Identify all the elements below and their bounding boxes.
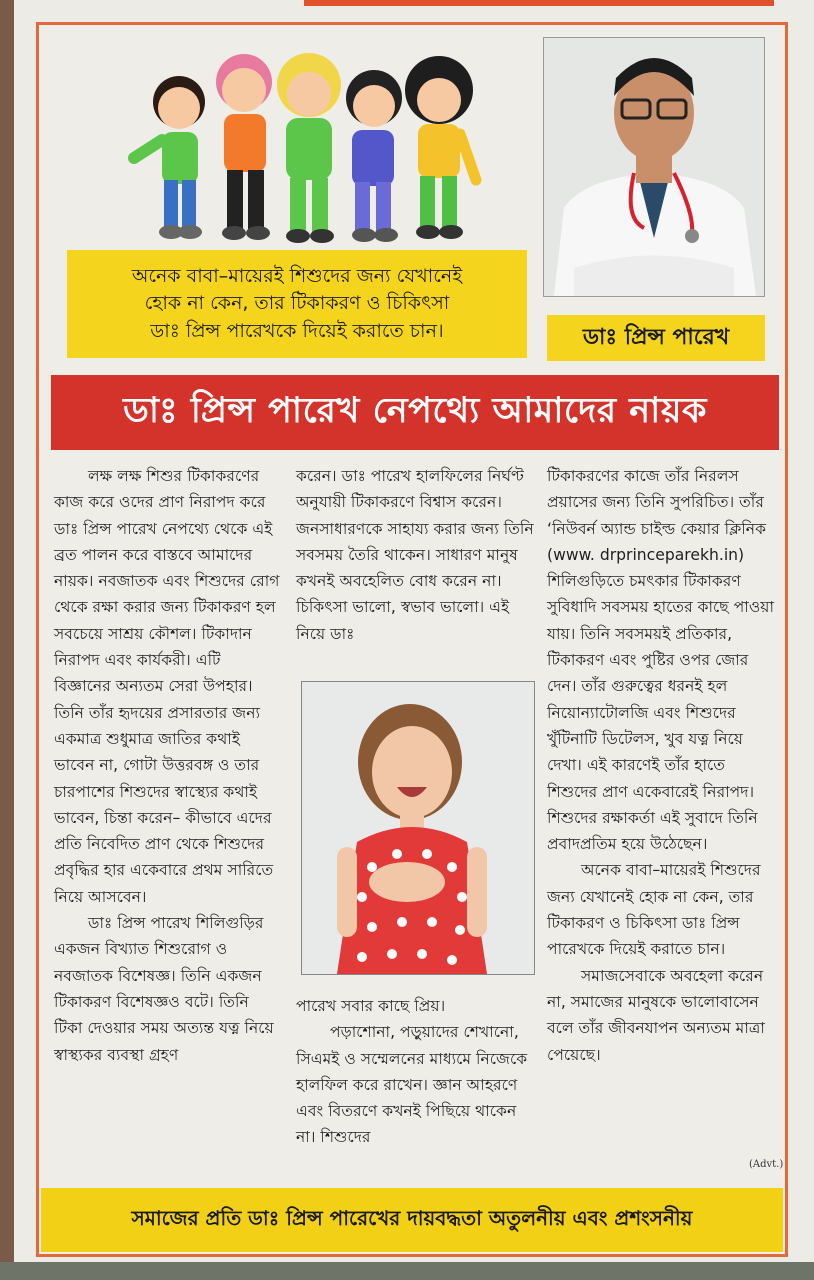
article-column-3 bbox=[547, 463, 777, 1068]
doctor-photo bbox=[543, 37, 765, 297]
column2-paragraph-3: পড়াশোনা, পড়ুয়াদের শেখানো, সিএমই ও সম্মেলনের মাধ্যমে নিজেকে হালফিল করে রাখেন। জ্ঞান আহরণে এবং বিতরণে কখনই পিছিয়ে থাকেন না। শিশুদের bbox=[296, 1023, 528, 1147]
top-color-band bbox=[304, 0, 774, 6]
column3-paragraph-3: সমাজসেবাকে অবহেলা করেন না, সমাজের মানুষকে ভালোবাসেন বলে তাঁর জীবনযাপন অন্যতম মাত্রা পেয়েছে। bbox=[547, 966, 765, 1064]
laughing-girl-image bbox=[302, 682, 534, 974]
column2-paragraph-2: পারেখ সবার কাছে প্রিয়। bbox=[296, 997, 446, 1015]
article-column-2-top bbox=[296, 463, 534, 647]
newspaper-page bbox=[14, 0, 814, 1268]
girl-photo bbox=[301, 681, 535, 975]
doctor-portrait bbox=[544, 38, 764, 296]
column3-paragraph-2: অনেক বাবা–মায়েরই শিশুদের জন্য যেখানেই হোক না কেন, তার টিকাকরণ ও চিকিৎসা ডাঃ প্রিন্স পারেখকে দিয়েই করাতে চান। bbox=[547, 861, 761, 959]
footer-tagline: সমাজের প্রতি ডাঃ প্রিন্স পারেখের দায়বদ্ধতা অতুলনীয় এবং প্রশংসনীয় bbox=[41, 1188, 783, 1252]
article-column-1 bbox=[54, 463, 282, 1068]
advertisement-box bbox=[36, 22, 788, 1257]
callout-line-2: হোক না কেন, তার টিকাকরণ ও চিকিৎসা bbox=[144, 292, 450, 315]
advertisement-label: (Advt.) bbox=[749, 1159, 784, 1170]
callout-line-1: অনেক বাবা–মায়েরই শিশুদের জন্য যেখানেই bbox=[131, 264, 463, 287]
children-illustration bbox=[124, 40, 484, 245]
column1-paragraph-1: লক্ষ লক্ষ শিশুর টিকাকরণের কাজ করে ওদের প্রাণ নিরাপদ করে ডাঃ প্রিন্স পারেখ নেপথ্যে থেকে এই ব্রত পালন করে বাস্তবে আমাদের নায়ক। নবজাতক এবং শিশুদের রোগ থেকে রক্ষা করার জন্য টিকাকরণ হল সবচেয়ে সাশ্রয় কৌশল। টিকাদান নিরাপদ এবং কার্যকরী। এটি বিজ্ঞানের অন্যতম সেরা উপহার। তিনি তাঁর হৃদয়ের প্রসারতার জন্য একমাত্র শুধুমাত্র জাতির কথাই ভাবেন না, গোটা উত্তরবঙ্গ ও তার চারপাশের শিশুদের স্বাস্থ্যের কথাই ভাবেন, চিন্তা করেন– কীভাবে এদের প্রতি নিবেদিত প্রাণ থেকে শিশুদের প্রবৃদ্ধির হার একেবারে প্রথম সারিতে নিয়ে আসবেন। bbox=[54, 467, 280, 906]
column2-paragraph-1: করেন। ডাঃ পারেখ হালফিলের নির্ঘণ্ট অনুযায়ী টিকাকরণে বিশ্বাস করেন। জনসাধারণকে সাহায্য করার জন্য তিনি সবসময় তৈরি থাকেন। সাধারণ মানুষ কখনই অবহেলিত বোধ করেন না। চিকিৎসা ভালো, স্বভাব ভালো। এই নিয়ে ডাঃ bbox=[296, 467, 534, 643]
column1-paragraph-2: ডাঃ প্রিন্স পারেখ শিলিগুড়ির একজন বিখ্যাত শিশুরোগ ও নবজাতক বিশেষজ্ঞ। তিনি একজন টিকাকরণ বিশেষজ্ঞও বটে। তিনি টিকা দেওয়ার সময় অত্যন্ত যত্ন নিয়ে স্বাস্থ্যকর ব্যবস্থা গ্রহণ bbox=[54, 914, 274, 1064]
column3-paragraph-1: টিকাকরণের কাজে তাঁর নিরলস প্রয়াসের জন্য তিনি সুপরিচিত। তাঁর ‘নিউবর্ন অ্যান্ড চাইল্ড কেয়ার ক্লিনিক (www. drprinceparekh.in) শিলিগুড়িতে চমৎকার টিকাকরণ সুবিধাদি সবসময় হাতের কাছে পাওয়া যায়। তিনি সবসময়ই প্রতিকার, টিকাকরণ এবং পুষ্টির ওপর জোর দেন। তাঁর গুরুত্বের ধরনই হল নিয়োন্যাটোলজি এবং শিশুদের খুঁটিনাটি ডিটেলস, খুব যত্ন নিয়ে দেখা। এই কারণেই তাঁর হাতে শিশুদের প্রাণ একেবারেই নিরাপদ। শিশুদের রক্ষাকর্তা এই সুবাদে তিনি প্রবাদপ্রতিম হয়ে উঠেছেন। bbox=[547, 467, 775, 854]
headline: ডাঃ প্রিন্স পারেখ নেপথ্যে আমাদের নায়ক bbox=[51, 375, 779, 450]
doctor-name-label: ডাঃ প্রিন্স পারেখ bbox=[547, 315, 765, 361]
callout-line-3: ডাঃ প্রিন্স পারেখকে দিয়েই করাতে চান। bbox=[150, 319, 444, 342]
table-surface bbox=[0, 1262, 814, 1280]
parents-callout bbox=[67, 250, 527, 358]
article-column-2-bottom bbox=[296, 993, 534, 1151]
